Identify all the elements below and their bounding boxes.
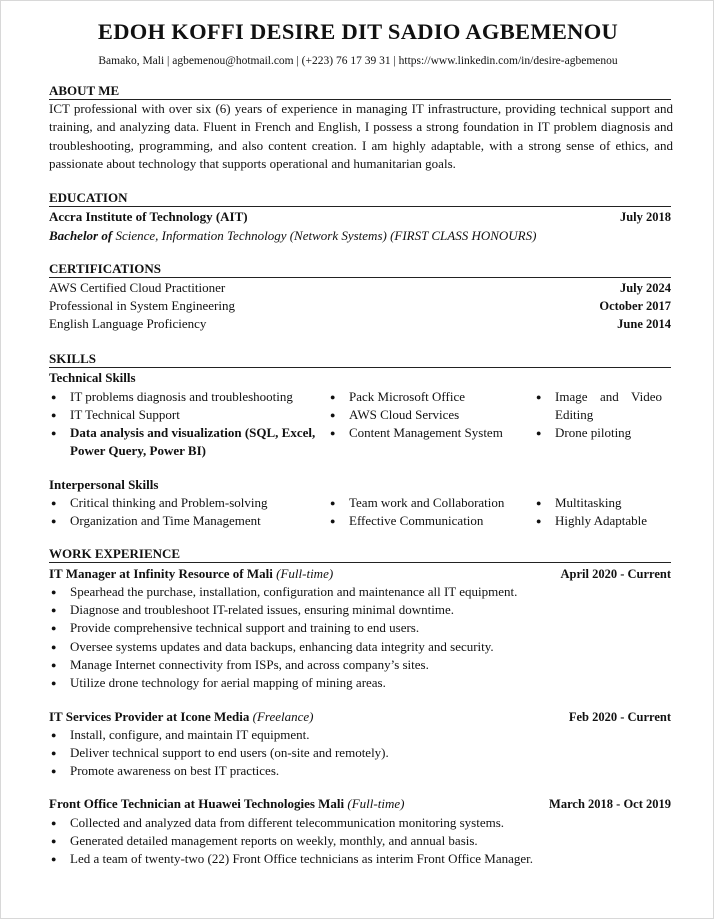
job-bullet: ● Generated detailed management reports on weekly, monthly, and annual basis.: [49, 832, 671, 850]
degree-title: Science, Information Technology (Network Systems) (FIRST CLASS HONOURS): [112, 228, 537, 243]
job-title-line: [49, 708, 314, 726]
skill-item: ● Organization and Time Management: [49, 512, 321, 530]
job-bullet: ● Promote awareness on best IT practices.: [49, 762, 671, 780]
interpersonal-skills-col1: [49, 494, 321, 530]
section-heading-education: EDUCATION: [49, 190, 671, 207]
skill-item: ● AWS Cloud Services: [328, 406, 528, 424]
section-heading-skills: SKILLS: [49, 351, 671, 368]
certification-name: Professional in System Engineering: [49, 298, 235, 313]
job-date: March 2018 - Oct 2019: [549, 797, 671, 811]
job-bullet: ● Oversee systems updates and data backups, enhancing data integrity and security.: [49, 638, 671, 656]
job-bullets: [49, 726, 671, 781]
job-type: (Full-time): [347, 796, 405, 811]
job-bullet: ● Provide comprehensive technical support and training to end users.: [49, 619, 671, 637]
job-date: Feb 2020 - Current: [568, 710, 671, 724]
job-title-line: [49, 795, 404, 813]
job-type: (Freelance): [252, 709, 314, 724]
section-heading-about: ABOUT ME: [49, 83, 671, 100]
skill-item: ● Critical thinking and Problem-solving: [49, 494, 321, 512]
job-bullets: [49, 583, 671, 692]
technical-skills-col3: [534, 388, 662, 442]
technical-skills-col1: [49, 388, 321, 460]
interpersonal-skills-col3: [534, 494, 674, 530]
skill-item: ● Image and Video Editing: [534, 388, 662, 424]
certification-date: June 2014: [617, 317, 671, 331]
school-name: Accra Institute of Technology (AIT): [49, 209, 248, 224]
education-date: July 2018: [619, 210, 671, 224]
technical-skills-title: Technical Skills: [49, 370, 136, 385]
degree-prefix: Bachelor of: [49, 228, 113, 243]
candidate-name: EDOH KOFFI DESIRE DIT SADIO AGBEMENOU: [97, 19, 619, 44]
job-bullet: ● Deliver technical support to end users (on-site and remotely).: [49, 744, 671, 762]
certification-name: English Language Proficiency: [49, 316, 207, 331]
skill-item: ● Pack Microsoft Office: [328, 388, 528, 406]
job-type: (Full-time): [276, 566, 334, 581]
skill-item: ● Drone piloting: [534, 424, 662, 442]
interpersonal-skills-title: Interpersonal Skills: [49, 477, 159, 492]
contact-line: Bamako, Mali | agbemenou@hotmail.com | (+223) 76 17 39 31 | https://www.linkedin.com/in/desire-agbemenou: [98, 55, 618, 67]
skill-item: ● Team work and Collaboration: [328, 494, 528, 512]
skill-item: ● IT Technical Support: [49, 406, 321, 424]
job-bullet: ● Install, configure, and maintain IT equipment.: [49, 726, 671, 744]
job-bullet: ● Diagnose and troubleshoot IT-related issues, ensuring minimal downtime.: [49, 601, 671, 619]
job-bullets: [49, 814, 671, 869]
skill-item: ● IT problems diagnosis and troubleshooting: [49, 388, 321, 406]
job-bullet: ● Utilize drone technology for aerial mapping of mining areas.: [49, 674, 671, 692]
certification-date: July 2024: [619, 281, 671, 295]
section-heading-certifications: CERTIFICATIONS: [49, 261, 671, 278]
certification-name: AWS Certified Cloud Practitioner: [49, 280, 226, 295]
about-text: ICT professional with over six (6) years of experience in managing IT infrastructure, providing technical support and training, and analyzing data. Fluent in French and English, I possess a strong foundation in IT problem diagnosis and troubleshooting, programming, and also content creation. I am highly adaptable, with a strong sense of ethics, and passionate about technology that supports operational and humanitarian goals.: [49, 101, 673, 171]
degree: [49, 227, 536, 245]
job-title: Front Office Technician at Huawei Technologies Mali: [49, 796, 345, 811]
job-bullet: ● Manage Internet connectivity from ISPs, and across company’s sites.: [49, 656, 671, 674]
job-title: IT Services Provider at Icone Media: [49, 709, 250, 724]
job-date: April 2020 - Current: [560, 567, 671, 581]
job-title-line: [49, 565, 333, 583]
interpersonal-skills-col2: [328, 494, 528, 530]
job-bullet: ● Collected and analyzed data from different telecommunication monitoring systems.: [49, 814, 671, 832]
skill-item: ● Content Management System: [328, 424, 528, 442]
section-heading-work: WORK EXPERIENCE: [49, 546, 671, 563]
job-bullet: ● Led a team of twenty-two (22) Front Office technicians as interim Front Office Manager.: [49, 850, 671, 868]
certification-date: October 2017: [599, 299, 671, 313]
skill-item: ● Data analysis and visualization (SQL, Excel, Power Query, Power BI): [49, 424, 321, 460]
job-bullet: ● Spearhead the purchase, installation, configuration and maintenance all IT equipment.: [49, 583, 671, 601]
job-title: IT Manager at Infinity Resource of Mali: [49, 566, 273, 581]
technical-skills-col2: [328, 388, 528, 442]
skill-item: ● Highly Adaptable: [534, 512, 674, 530]
skill-item: ● Multitasking: [534, 494, 674, 512]
skill-item: ● Effective Communication: [328, 512, 528, 530]
